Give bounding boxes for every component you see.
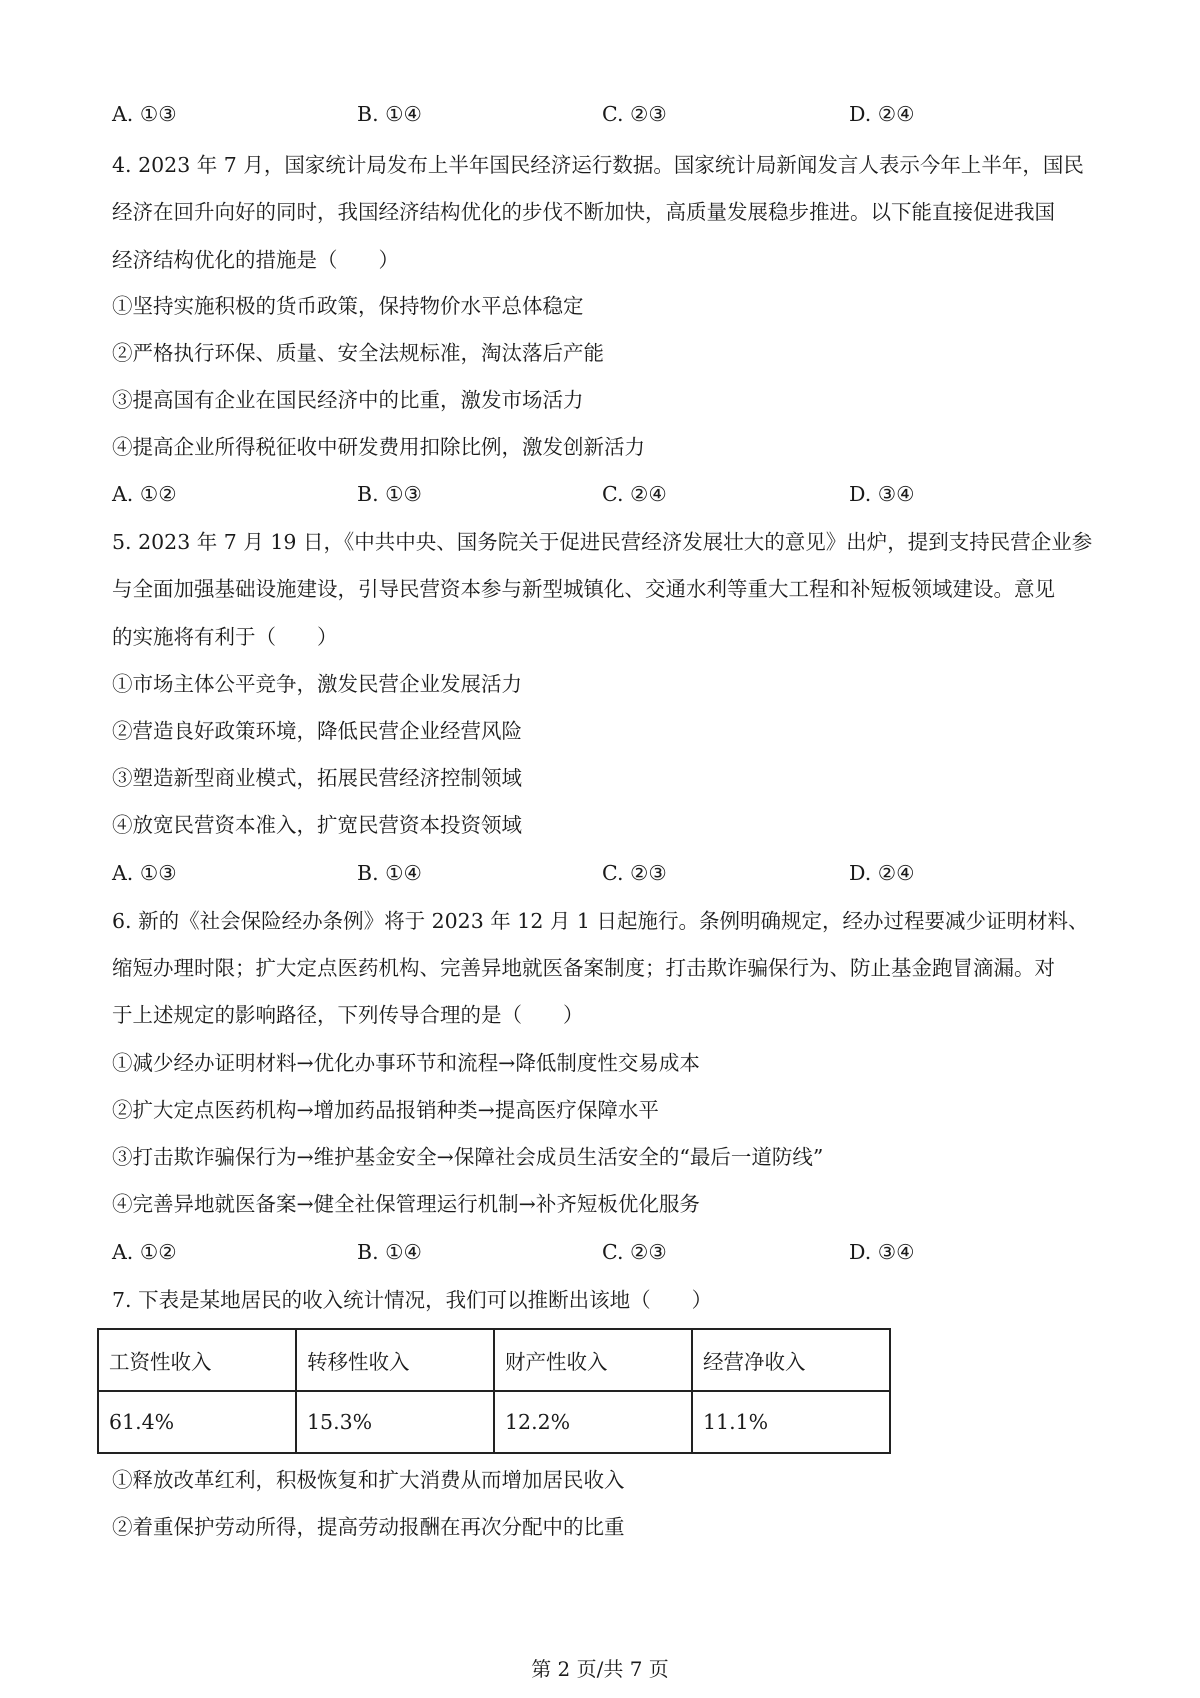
q6-option-d: D. ③④ [849,1240,915,1264]
table-cell: 12.2% [494,1391,692,1453]
q4-stem-line: 经济在回升向好的同时，我国经济结构优化的步伐不断加快，高质量发展稳步推进。以下能直接促进我国 [112,200,1055,224]
q4-stem-line: 经济结构优化的措施是（ ） [112,248,399,272]
q5-option-c: C. ②③ [602,861,667,885]
table-cell: 15.3% [296,1391,494,1453]
q4-option-b: B. ①③ [357,482,422,506]
q6-stem-line: 6. 新的《社会保险经办条例》将于 2023 年 12 月 1 日起施行。条例明确规定，经办过程要减少证明材料、 [112,909,1089,933]
table-header-cell: 经营净收入 [692,1329,890,1391]
q4-item: ①坚持实施积极的货币政策，保持物价水平总体稳定 [112,294,584,318]
q3-option-b: B. ①④ [357,102,422,126]
q6-option-c: C. ②③ [602,1240,667,1264]
q4-option-c: C. ②④ [602,482,667,506]
q7-item: ①释放改革红利，积极恢复和扩大消费从而增加居民收入 [112,1468,625,1492]
q6-option-b: B. ①④ [357,1240,422,1264]
q5-option-b: B. ①④ [357,861,422,885]
q4-stem-line: 4. 2023 年 7 月，国家统计局发布上半年国民经济运行数据。国家统计局新闻发言人表示今年上半年，国民 [112,153,1084,177]
q5-stem-line: 5. 2023 年 7 月 19 日，《中共中央、国务院关于促进民营经济发展壮大的意见》出炉，提到支持民营企业参 [112,530,1093,554]
q5-item: ③塑造新型商业模式，拓展民营经济控制领域 [112,766,522,790]
q5-item: ④放宽民营资本准入，扩宽民营资本投资领域 [112,813,522,837]
q5-item: ②营造良好政策环境，降低民营企业经营风险 [112,719,522,743]
q4-item: ②严格执行环保、质量、安全法规标准，淘汰落后产能 [112,341,604,365]
table-cell: 61.4% [98,1391,296,1453]
income-table [97,1328,891,1454]
q3-option-a: A. ①③ [112,102,177,126]
q5-stem-line: 与全面加强基础设施建设，引导民营资本参与新型城镇化、交通水利等重大工程和补短板领域建设。意见 [112,577,1055,601]
q4-options [112,479,1112,509]
q6-item: ①减少经办证明材料→优化办事环节和流程→降低制度性交易成本 [112,1051,700,1075]
q4-option-a: A. ①② [112,482,177,506]
q5-options [112,858,1112,888]
q6-item: ②扩大定点医药机构→增加药品报销种类→提高医疗保障水平 [112,1098,659,1122]
q6-item: ④完善异地就医备案→健全社保管理运行机制→补齐短板优化服务 [112,1192,700,1216]
table-row [98,1391,890,1453]
q3-options [112,99,1112,129]
q6-option-a: A. ①② [112,1240,177,1264]
q4-item: ③提高国有企业在国民经济中的比重，激发市场活力 [112,388,584,412]
table-cell: 11.1% [692,1391,890,1453]
q5-option-a: A. ①③ [112,861,177,885]
q3-option-c: C. ②③ [602,102,667,126]
q6-stem-line: 缩短办理时限；扩大定点医药机构、完善异地就医备案制度；打击欺诈骗保行为、防止基金跑冒滴漏。对 [112,956,1055,980]
q3-option-d: D. ②④ [849,102,915,126]
q5-option-d: D. ②④ [849,861,915,885]
table-header-row [98,1329,890,1391]
q5-item: ①市场主体公平竞争，激发民营企业发展活力 [112,672,522,696]
table-header-cell: 财产性收入 [494,1329,692,1391]
q6-stem-line: 于上述规定的影响路径，下列传导合理的是（ ） [112,1003,584,1027]
q5-stem-line: 的实施将有利于（ ） [112,625,338,649]
q7-item: ②着重保护劳动所得，提高劳动报酬在再次分配中的比重 [112,1515,625,1539]
table-header-cell: 工资性收入 [98,1329,296,1391]
q4-item: ④提高企业所得税征收中研发费用扣除比例，激发创新活力 [112,435,645,459]
page-footer: 第 2 页/共 7 页 [531,1657,669,1681]
q7-stem: 7. 下表是某地居民的收入统计情况，我们可以推断出该地（ ） [112,1288,713,1312]
q6-item: ③打击欺诈骗保行为→维护基金安全→保障社会成员生活安全的“最后一道防线” [112,1145,824,1169]
table-header-cell: 转移性收入 [296,1329,494,1391]
q4-option-d: D. ③④ [849,482,915,506]
q6-options [112,1237,1112,1267]
